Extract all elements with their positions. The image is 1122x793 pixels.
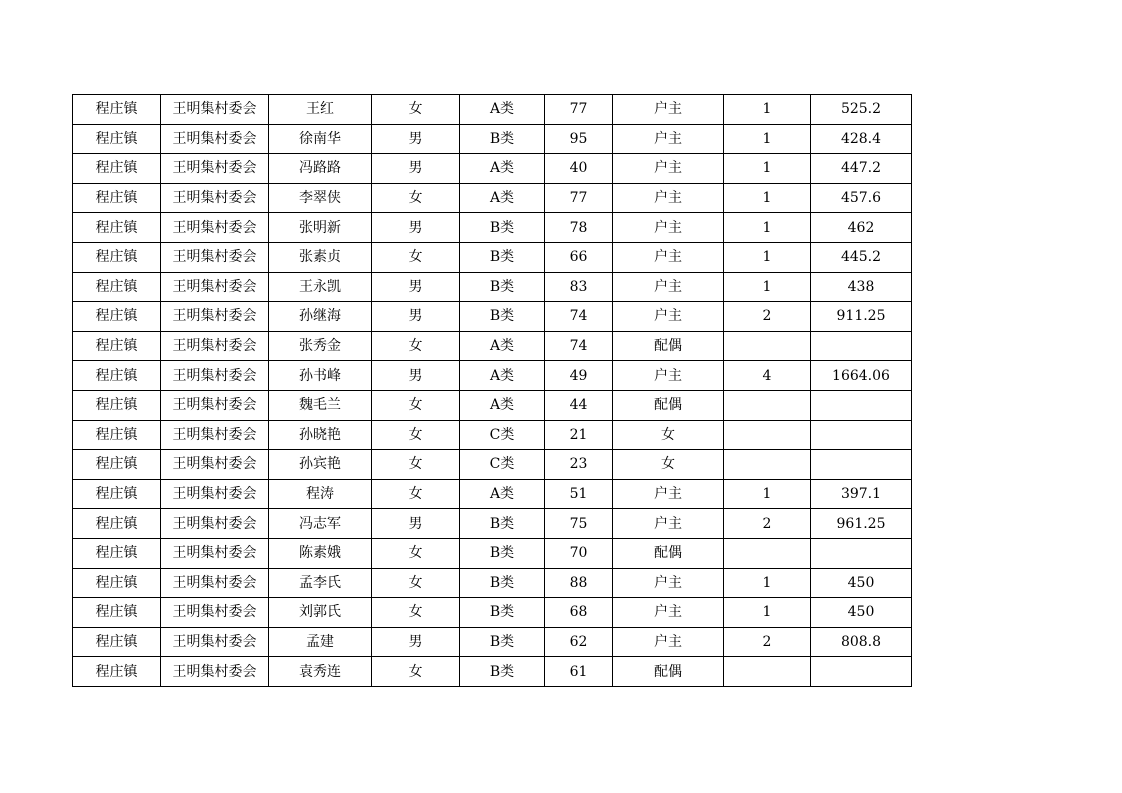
name-cell: 张明新 xyxy=(269,213,372,243)
name-cell: 张秀金 xyxy=(269,331,372,361)
gender-cell: 男 xyxy=(372,361,460,391)
village-cell: 王明集村委会 xyxy=(161,657,269,687)
relation-cell: 配偶 xyxy=(613,331,724,361)
town-cell: 程庄镇 xyxy=(73,95,161,125)
age-cell: 83 xyxy=(545,272,613,302)
data-table xyxy=(72,94,912,687)
village-cell: 王明集村委会 xyxy=(161,450,269,480)
name-cell: 孙宾艳 xyxy=(269,450,372,480)
table-row xyxy=(73,242,912,272)
relation-cell: 户主 xyxy=(613,479,724,509)
table-row xyxy=(73,331,912,361)
age-cell: 95 xyxy=(545,124,613,154)
amount-cell: 457.6 xyxy=(811,183,912,213)
category-cell: A类 xyxy=(460,479,545,509)
relation-cell: 户主 xyxy=(613,95,724,125)
relation-cell: 户主 xyxy=(613,509,724,539)
table-row xyxy=(73,538,912,568)
gender-cell: 女 xyxy=(372,95,460,125)
town-cell: 程庄镇 xyxy=(73,420,161,450)
name-cell: 陈素娥 xyxy=(269,538,372,568)
table-row xyxy=(73,420,912,450)
name-cell: 王红 xyxy=(269,95,372,125)
table-row xyxy=(73,568,912,598)
relation-cell: 女 xyxy=(613,420,724,450)
relation-cell: 户主 xyxy=(613,213,724,243)
town-cell: 程庄镇 xyxy=(73,627,161,657)
relation-cell: 户主 xyxy=(613,183,724,213)
table-body xyxy=(73,95,912,687)
name-cell: 王永凯 xyxy=(269,272,372,302)
village-cell: 王明集村委会 xyxy=(161,154,269,184)
category-cell: B类 xyxy=(460,598,545,628)
amount-cell: 438 xyxy=(811,272,912,302)
gender-cell: 男 xyxy=(372,154,460,184)
age-cell: 61 xyxy=(545,657,613,687)
amount-cell: 450 xyxy=(811,568,912,598)
village-cell: 王明集村委会 xyxy=(161,272,269,302)
town-cell: 程庄镇 xyxy=(73,154,161,184)
category-cell: C类 xyxy=(460,420,545,450)
household-size-cell: 1 xyxy=(724,124,811,154)
town-cell: 程庄镇 xyxy=(73,242,161,272)
age-cell: 44 xyxy=(545,390,613,420)
age-cell: 66 xyxy=(545,242,613,272)
category-cell: B类 xyxy=(460,509,545,539)
name-cell: 徐南华 xyxy=(269,124,372,154)
village-cell: 王明集村委会 xyxy=(161,242,269,272)
relation-cell: 户主 xyxy=(613,361,724,391)
table-row xyxy=(73,509,912,539)
household-size-cell: 1 xyxy=(724,598,811,628)
town-cell: 程庄镇 xyxy=(73,390,161,420)
town-cell: 程庄镇 xyxy=(73,598,161,628)
household-size-cell xyxy=(724,331,811,361)
name-cell: 袁秀连 xyxy=(269,657,372,687)
amount-cell xyxy=(811,420,912,450)
age-cell: 23 xyxy=(545,450,613,480)
age-cell: 77 xyxy=(545,183,613,213)
table-row xyxy=(73,361,912,391)
village-cell: 王明集村委会 xyxy=(161,509,269,539)
table-row xyxy=(73,302,912,332)
gender-cell: 女 xyxy=(372,331,460,361)
amount-cell: 447.2 xyxy=(811,154,912,184)
category-cell: B类 xyxy=(460,657,545,687)
household-size-cell: 1 xyxy=(724,272,811,302)
gender-cell: 女 xyxy=(372,598,460,628)
name-cell: 孙继海 xyxy=(269,302,372,332)
relation-cell: 户主 xyxy=(613,598,724,628)
village-cell: 王明集村委会 xyxy=(161,361,269,391)
relation-cell: 户主 xyxy=(613,568,724,598)
age-cell: 68 xyxy=(545,598,613,628)
amount-cell xyxy=(811,657,912,687)
age-cell: 78 xyxy=(545,213,613,243)
town-cell: 程庄镇 xyxy=(73,124,161,154)
table-row xyxy=(73,598,912,628)
household-size-cell: 1 xyxy=(724,95,811,125)
village-cell: 王明集村委会 xyxy=(161,627,269,657)
amount-cell xyxy=(811,390,912,420)
household-size-cell: 1 xyxy=(724,242,811,272)
category-cell: B类 xyxy=(460,242,545,272)
age-cell: 70 xyxy=(545,538,613,568)
table-row xyxy=(73,124,912,154)
table-row xyxy=(73,154,912,184)
table-row xyxy=(73,627,912,657)
name-cell: 刘郭氏 xyxy=(269,598,372,628)
relation-cell: 户主 xyxy=(613,272,724,302)
gender-cell: 女 xyxy=(372,479,460,509)
household-size-cell xyxy=(724,450,811,480)
age-cell: 49 xyxy=(545,361,613,391)
town-cell: 程庄镇 xyxy=(73,361,161,391)
town-cell: 程庄镇 xyxy=(73,568,161,598)
amount-cell: 1664.06 xyxy=(811,361,912,391)
amount-cell xyxy=(811,331,912,361)
category-cell: A类 xyxy=(460,183,545,213)
table-row xyxy=(73,183,912,213)
amount-cell xyxy=(811,538,912,568)
relation-cell: 配偶 xyxy=(613,390,724,420)
household-size-cell xyxy=(724,390,811,420)
household-size-cell: 2 xyxy=(724,627,811,657)
gender-cell: 女 xyxy=(372,568,460,598)
category-cell: B类 xyxy=(460,568,545,598)
age-cell: 88 xyxy=(545,568,613,598)
relation-cell: 女 xyxy=(613,450,724,480)
category-cell: A类 xyxy=(460,331,545,361)
relation-cell: 户主 xyxy=(613,124,724,154)
town-cell: 程庄镇 xyxy=(73,509,161,539)
village-cell: 王明集村委会 xyxy=(161,568,269,598)
village-cell: 王明集村委会 xyxy=(161,420,269,450)
amount-cell: 808.8 xyxy=(811,627,912,657)
category-cell: A类 xyxy=(460,154,545,184)
gender-cell: 女 xyxy=(372,183,460,213)
household-size-cell: 1 xyxy=(724,479,811,509)
amount-cell: 911.25 xyxy=(811,302,912,332)
gender-cell: 男 xyxy=(372,302,460,332)
gender-cell: 男 xyxy=(372,509,460,539)
name-cell: 张素贞 xyxy=(269,242,372,272)
amount-cell: 397.1 xyxy=(811,479,912,509)
relation-cell: 户主 xyxy=(613,242,724,272)
age-cell: 74 xyxy=(545,331,613,361)
table-row xyxy=(73,657,912,687)
table-row xyxy=(73,213,912,243)
amount-cell: 462 xyxy=(811,213,912,243)
household-size-cell xyxy=(724,657,811,687)
category-cell: B类 xyxy=(460,302,545,332)
village-cell: 王明集村委会 xyxy=(161,598,269,628)
name-cell: 孙书峰 xyxy=(269,361,372,391)
category-cell: A类 xyxy=(460,95,545,125)
age-cell: 75 xyxy=(545,509,613,539)
town-cell: 程庄镇 xyxy=(73,331,161,361)
table-row xyxy=(73,95,912,125)
category-cell: A类 xyxy=(460,390,545,420)
relation-cell: 户主 xyxy=(613,302,724,332)
name-cell: 李翠侠 xyxy=(269,183,372,213)
household-size-cell: 4 xyxy=(724,361,811,391)
household-size-cell: 1 xyxy=(724,183,811,213)
town-cell: 程庄镇 xyxy=(73,538,161,568)
name-cell: 冯志军 xyxy=(269,509,372,539)
category-cell: B类 xyxy=(460,627,545,657)
age-cell: 21 xyxy=(545,420,613,450)
gender-cell: 女 xyxy=(372,450,460,480)
category-cell: B类 xyxy=(460,124,545,154)
name-cell: 孙晓艳 xyxy=(269,420,372,450)
town-cell: 程庄镇 xyxy=(73,302,161,332)
gender-cell: 男 xyxy=(372,272,460,302)
age-cell: 62 xyxy=(545,627,613,657)
gender-cell: 女 xyxy=(372,390,460,420)
town-cell: 程庄镇 xyxy=(73,479,161,509)
age-cell: 40 xyxy=(545,154,613,184)
name-cell: 冯路路 xyxy=(269,154,372,184)
village-cell: 王明集村委会 xyxy=(161,183,269,213)
table-row xyxy=(73,479,912,509)
household-size-cell: 1 xyxy=(724,154,811,184)
category-cell: B类 xyxy=(460,272,545,302)
age-cell: 77 xyxy=(545,95,613,125)
category-cell: C类 xyxy=(460,450,545,480)
gender-cell: 女 xyxy=(372,242,460,272)
name-cell: 孟李氏 xyxy=(269,568,372,598)
village-cell: 王明集村委会 xyxy=(161,124,269,154)
amount-cell: 450 xyxy=(811,598,912,628)
table-row xyxy=(73,272,912,302)
household-size-cell: 2 xyxy=(724,509,811,539)
age-cell: 74 xyxy=(545,302,613,332)
town-cell: 程庄镇 xyxy=(73,272,161,302)
relation-cell: 户主 xyxy=(613,154,724,184)
amount-cell: 525.2 xyxy=(811,95,912,125)
gender-cell: 女 xyxy=(372,420,460,450)
relation-cell: 配偶 xyxy=(613,657,724,687)
gender-cell: 男 xyxy=(372,124,460,154)
village-cell: 王明集村委会 xyxy=(161,302,269,332)
gender-cell: 女 xyxy=(372,538,460,568)
household-size-cell xyxy=(724,420,811,450)
name-cell: 孟建 xyxy=(269,627,372,657)
village-cell: 王明集村委会 xyxy=(161,95,269,125)
amount-cell xyxy=(811,450,912,480)
village-cell: 王明集村委会 xyxy=(161,538,269,568)
relation-cell: 配偶 xyxy=(613,538,724,568)
household-size-cell: 1 xyxy=(724,213,811,243)
name-cell: 程涛 xyxy=(269,479,372,509)
town-cell: 程庄镇 xyxy=(73,657,161,687)
category-cell: A类 xyxy=(460,361,545,391)
amount-cell: 445.2 xyxy=(811,242,912,272)
name-cell: 魏毛兰 xyxy=(269,390,372,420)
household-size-cell: 1 xyxy=(724,568,811,598)
gender-cell: 男 xyxy=(372,213,460,243)
amount-cell: 961.25 xyxy=(811,509,912,539)
village-cell: 王明集村委会 xyxy=(161,390,269,420)
village-cell: 王明集村委会 xyxy=(161,479,269,509)
age-cell: 51 xyxy=(545,479,613,509)
town-cell: 程庄镇 xyxy=(73,183,161,213)
village-cell: 王明集村委会 xyxy=(161,331,269,361)
gender-cell: 男 xyxy=(372,627,460,657)
gender-cell: 女 xyxy=(372,657,460,687)
town-cell: 程庄镇 xyxy=(73,450,161,480)
table-row xyxy=(73,390,912,420)
table-row xyxy=(73,450,912,480)
category-cell: B类 xyxy=(460,213,545,243)
category-cell: B类 xyxy=(460,538,545,568)
relation-cell: 户主 xyxy=(613,627,724,657)
amount-cell: 428.4 xyxy=(811,124,912,154)
village-cell: 王明集村委会 xyxy=(161,213,269,243)
town-cell: 程庄镇 xyxy=(73,213,161,243)
household-size-cell: 2 xyxy=(724,302,811,332)
household-size-cell xyxy=(724,538,811,568)
